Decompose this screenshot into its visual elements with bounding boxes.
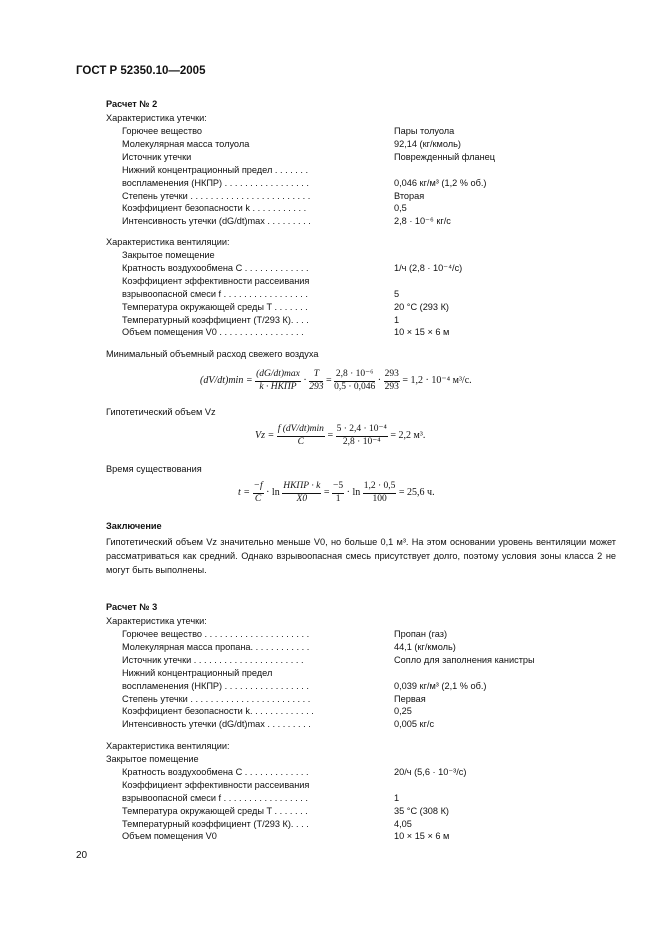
row-value: Первая bbox=[394, 693, 426, 704]
formula-time: t = $\frac{-f}{C}$ · ln $\frac{\text{НКПР · k}}{X0}$ = $\frac{-5}{1}$ · ln $\frac{1,2 \cdot 0,5}{100}$ = 25,6 ч. bbox=[238, 481, 435, 504]
row-value: 10 × 15 × 6 м bbox=[394, 831, 450, 842]
row-label: Закрытое помещение bbox=[106, 754, 199, 764]
row-value: Сопло для заполнения канистры bbox=[394, 654, 535, 665]
row-value: Пропан (газ) bbox=[394, 629, 448, 639]
f1-lhs: (dV/dt)min = bbox=[200, 375, 253, 386]
f2-frac1: $\frac{f (dV/dt)\min}{C}$ bbox=[277, 424, 324, 447]
row-label: Молекулярная масса толуола bbox=[122, 138, 250, 149]
f1-frac1: $\frac{(dG/dt)\max}{\text{k · НКПР}}$ bbox=[256, 369, 300, 392]
row-value: 0,5 bbox=[394, 203, 407, 214]
min-flow-label: Минимальный объемный расход свежего воздуха bbox=[106, 349, 319, 359]
row-value: 0,039 кг/м³ (2,1 % об.) bbox=[394, 680, 487, 691]
calc3-leak-heading: Характеристика утечки: bbox=[106, 616, 207, 626]
row-value: 92,14 (кг/кмоль) bbox=[394, 138, 461, 149]
row-label: Коэффициент эффективности рассеивания bbox=[122, 779, 310, 790]
row-label: Степень утечки . . . . . . . . . . . . . . . . . . . . . . . . bbox=[122, 693, 311, 704]
row-label: Объем помещения V0 bbox=[122, 831, 217, 842]
row-value: 5 bbox=[394, 288, 400, 299]
formula-hyp-volume: Vz = $\frac{f (dV/dt)\min}{C}$ = $\frac{\text{5 · 2,4 · 10⁻⁴}}{\text{2,8 · 10⁻⁴}}$ = 2,2 м³. bbox=[255, 424, 426, 447]
f3-frac3: $\frac{-5}{1}$ bbox=[333, 481, 344, 504]
document-header: ГОСТ Р 52350.10—2005 bbox=[76, 65, 206, 77]
row-value: 1/ч (2,8 · 10⁻⁴/с) bbox=[394, 262, 463, 273]
row-label: Объем помещения V0 . . . . . . . . . . . . . . . . . bbox=[122, 327, 304, 338]
row-label: Молекулярная масса пропана. . . . . . . . . . . . bbox=[122, 641, 310, 652]
row-label: Коэффициент безопасности k. . . . . . . . . . . . . bbox=[122, 706, 314, 717]
row-label: взрывоопасной смеси f . . . . . . . . . . . . . . . . . bbox=[122, 792, 308, 803]
f3-lhs: t = bbox=[238, 487, 251, 498]
f2-frac2: $\frac{\text{5 · 2,4 · 10⁻⁴}}{\text{2,8 · 10⁻⁴}}$ bbox=[336, 424, 387, 447]
row-label: Интенсивность утечки (dG/dt)max . . . . . . . . . bbox=[122, 216, 311, 227]
row-label: Горючее вещество bbox=[122, 126, 202, 136]
row-label: Нижний концентрационный предел bbox=[122, 667, 273, 678]
row-label: Коэффициент безопасности k . . . . . . . . . . . bbox=[122, 203, 307, 214]
row-value: 44,1 (кг/кмоль) bbox=[394, 641, 456, 652]
row-label: Интенсивность утечки (dG/dt)max . . . . . . . . . bbox=[122, 719, 311, 730]
calc2-title: Расчет № 2 bbox=[106, 99, 158, 109]
row-value: Поврежденный фланец bbox=[394, 151, 496, 162]
row-value: 1 bbox=[394, 314, 400, 325]
row-value: 10 × 15 × 6 м bbox=[394, 327, 450, 338]
conclusion-text: Гипотетический объем Vz значительно меньше V0, но больше 0,1 м³. На этом основании уровень вентиляции может рассматриваться как средний. Однако взрывоопасная смесь присутствует долго, поэтому условия зоны класса 2 не могут быть выполнены. bbox=[106, 537, 616, 575]
f3-frac2: $\frac{\text{НКПР · k}}{X0}$ bbox=[283, 481, 321, 504]
hyp-volume-label: Гипотетический объем Vz bbox=[106, 407, 216, 417]
f1-frac3: $\frac{\text{2,8 · 10⁻⁶}}{0,5 \cdot 0,046}$ bbox=[334, 369, 376, 392]
row-value: 35 °С (308 К) bbox=[394, 805, 449, 816]
row-value: 1 bbox=[394, 792, 400, 803]
calc2-leak-heading: Характеристика утечки: bbox=[106, 113, 207, 123]
row-label: взрывоопасной смеси f . . . . . . . . . . . . . . . . . bbox=[122, 288, 308, 299]
formula-min-flow: (dV/dt)min = $\frac{(dG/dt)\max}{\text{k · НКПР}}$ · $\frac{T}{293}$ = $\frac{\text{2,8 · 10⁻⁶}}{0,5 \cdot 0,046}$ · $\frac{293}{293}$ = 1,2 · 10⁻⁴ м³/с. bbox=[200, 369, 472, 392]
row-value: 0,25 bbox=[394, 706, 412, 717]
row-value: 0,046 кг/м³ (1,2 % об.) bbox=[394, 177, 487, 188]
conclusion-title: Заключение bbox=[106, 521, 162, 531]
row-label: Горючее вещество . . . . . . . . . . . . . . . . . . . . . bbox=[122, 629, 310, 639]
row-label: Закрытое помещение bbox=[122, 250, 215, 260]
row-label: Коэффициент эффективности рассеивания bbox=[122, 275, 310, 286]
time-label: Время существования bbox=[106, 464, 202, 474]
row-label: Температурный коэффициент (Т/293 К). . . . bbox=[122, 314, 309, 325]
f2-lhs: Vz = bbox=[255, 430, 275, 441]
row-label: Температура окружающей среды T . . . . . . . bbox=[122, 301, 308, 312]
row-value: 2,8 · 10⁻⁶ кг/с bbox=[394, 216, 451, 227]
calc2-vent-heading: Характеристика вентиляции: bbox=[106, 237, 230, 247]
f1-frac4: $\frac{293}{293}$ bbox=[384, 369, 399, 392]
row-label: Температурный коэффициент (Т/293 К). . . . bbox=[122, 818, 309, 829]
f1-result: = 1,2 · 10⁻⁴ м³/с. bbox=[402, 375, 472, 386]
row-value: 20 °С (293 К) bbox=[394, 301, 449, 312]
row-value: 0,005 кг/с bbox=[394, 719, 435, 730]
row-label: Источник утечки bbox=[122, 151, 192, 162]
row-label: воспламенения (НКПР) . . . . . . . . . . . . . . . . . bbox=[122, 177, 309, 188]
row-value: 4,05 bbox=[394, 818, 412, 829]
calc3-title: Расчет № 3 bbox=[106, 602, 158, 612]
f2-result: = 2,2 м³. bbox=[390, 430, 426, 441]
f3-frac4: $\frac{1,2 \cdot 0,5}{100}$ bbox=[363, 481, 396, 504]
calc3-vent-heading: Характеристика вентиляции: bbox=[106, 741, 230, 751]
row-value: Пары толуола bbox=[394, 126, 455, 136]
row-label: Источник утечки . . . . . . . . . . . . . . . . . . . . . . bbox=[122, 654, 304, 665]
row-label: Температура окружающей среды T . . . . . . . bbox=[122, 805, 308, 816]
row-label: Кратность воздухообмена C . . . . . . . . . . . . . bbox=[122, 766, 309, 777]
f1-frac2: $\frac{T}{293}$ bbox=[309, 369, 324, 392]
row-label: воспламенения (НКПР) . . . . . . . . . . . . . . . . . bbox=[122, 680, 309, 691]
page-number: 20 bbox=[76, 850, 88, 861]
row-value: Вторая bbox=[394, 190, 425, 201]
row-label: Нижний концентрационный предел . . . . . . . bbox=[122, 164, 309, 175]
f3-result: = 25,6 ч. bbox=[398, 487, 435, 498]
f3-frac1: $\frac{-f}{C}$ bbox=[253, 481, 263, 504]
row-label: Степень утечки . . . . . . . . . . . . . . . . . . . . . . . . bbox=[122, 190, 311, 201]
row-label: Кратность воздухообмена C . . . . . . . . . . . . . bbox=[122, 262, 309, 273]
row-value: 20/ч (5,6 · 10⁻³/с) bbox=[394, 766, 467, 777]
